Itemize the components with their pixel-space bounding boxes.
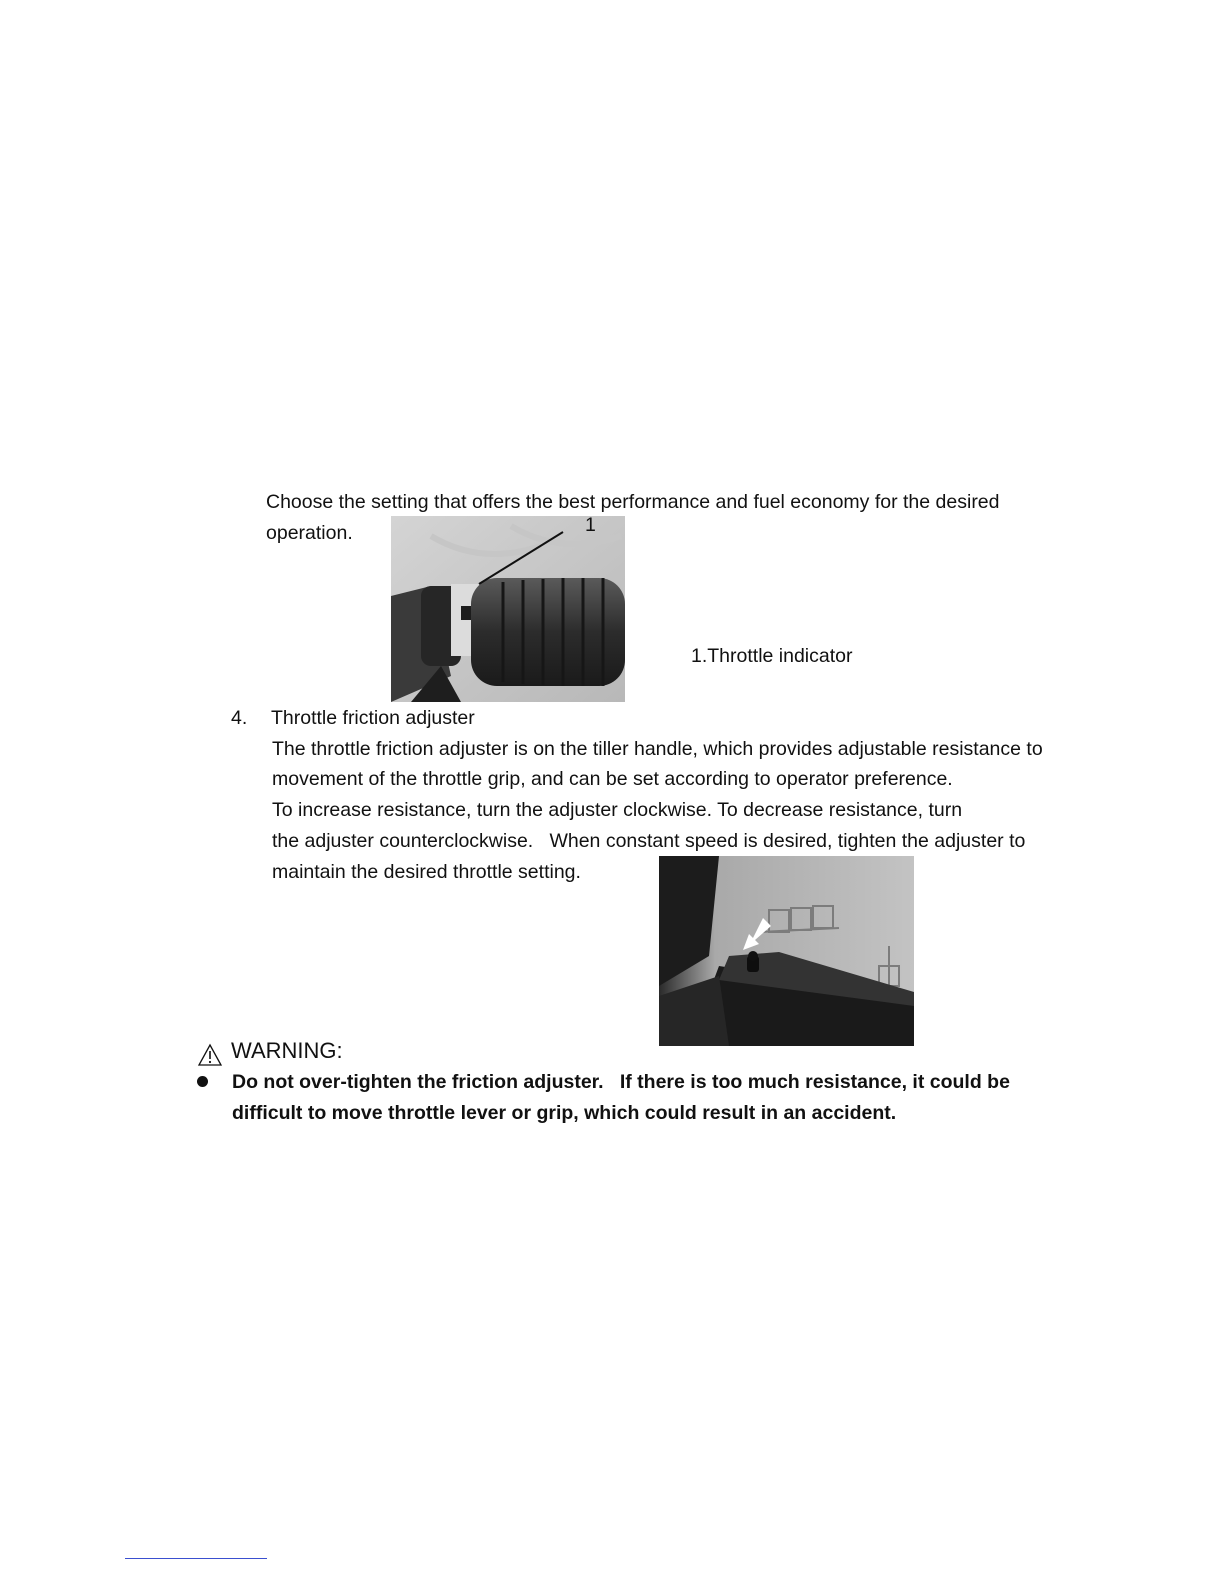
item4-line-2: movement of the throttle grip, and can be set according to operator preference. — [272, 768, 953, 790]
intro-line-2: operation. — [266, 522, 353, 544]
figure1-callout-number: 1 — [585, 514, 596, 536]
item4-line-1: The throttle friction adjuster is on the tiller handle, which provides adjustable resistance to — [272, 738, 1043, 760]
throttle-grip-photo — [391, 516, 625, 702]
warning-line-1: Do not over-tighten the friction adjuster. If there is too much resistance, it could be — [232, 1071, 1010, 1093]
warning-heading: WARNING: — [231, 1038, 343, 1063]
warning-bullet — [197, 1076, 208, 1087]
item4-line-4: the adjuster counterclockwise. When constant speed is desired, tighten the adjuster to — [272, 830, 1026, 852]
item4-line-5: maintain the desired throttle setting. — [272, 861, 581, 883]
warning-icon — [197, 1043, 223, 1067]
intro-line-1: Choose the setting that offers the best performance and fuel economy for the desired — [266, 491, 1000, 513]
item4-number: 4. — [231, 707, 248, 729]
footnote-rule — [125, 1558, 267, 1559]
figure1-caption: 1.Throttle indicator — [691, 645, 853, 667]
item4-line-3: To increase resistance, turn the adjuster clockwise. To decrease resistance, turn — [272, 799, 963, 821]
item4-title: Throttle friction adjuster — [271, 707, 475, 729]
warning-line-2: difficult to move throttle lever or grip, which could result in an accident. — [232, 1102, 897, 1124]
friction-adjuster-photo — [659, 856, 914, 1046]
